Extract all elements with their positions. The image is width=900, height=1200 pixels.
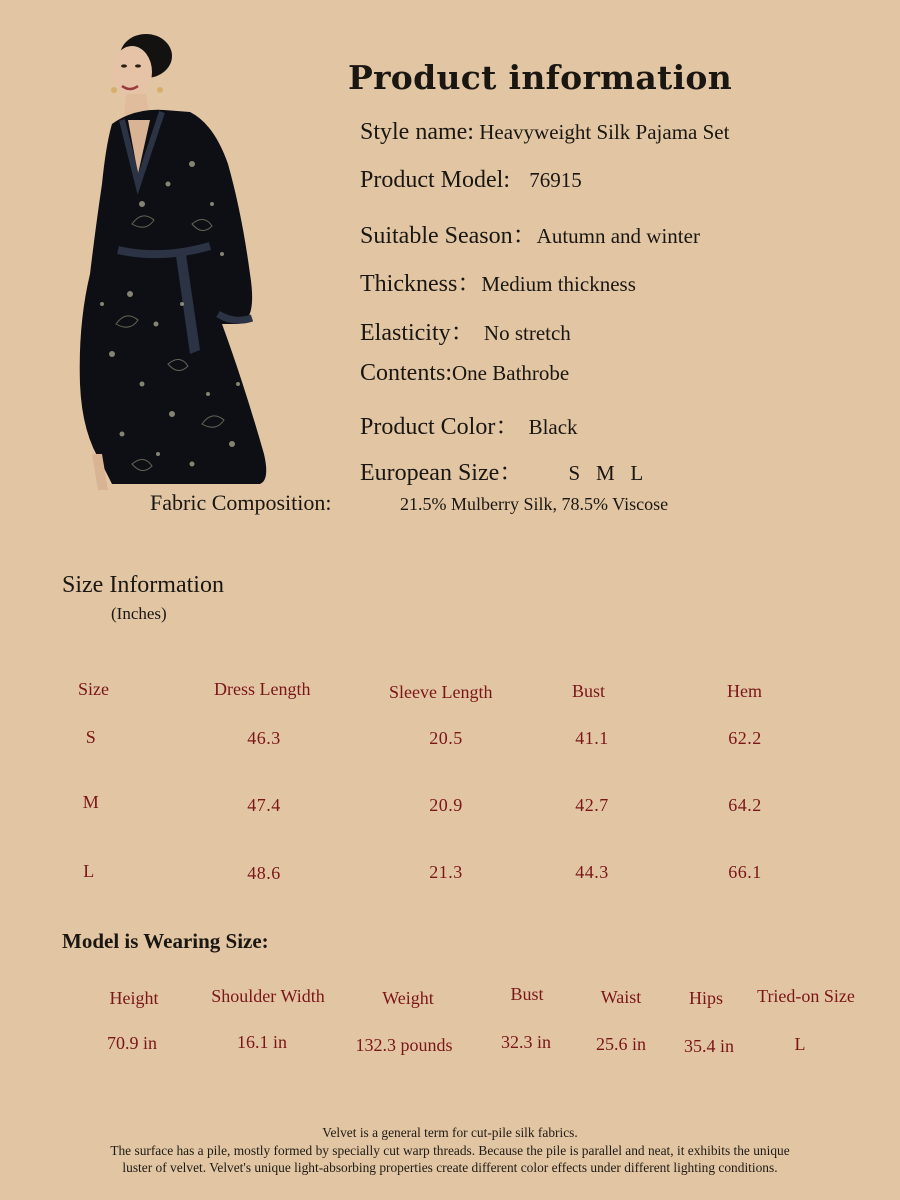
table-cell: S	[85, 727, 97, 747]
info-value: No stretch	[483, 321, 571, 345]
info-label: Elasticity：	[360, 320, 475, 346]
size-header: Dress Length	[214, 679, 311, 699]
info-row-style-name	[360, 119, 729, 146]
page-title: Product information	[348, 58, 733, 97]
info-value: 76915	[529, 168, 582, 192]
table-cell: 66.1	[728, 862, 762, 882]
model-header: Hips	[688, 988, 724, 1008]
info-label: Thickness：	[360, 271, 482, 297]
info-label: Suitable Season：	[360, 223, 537, 249]
size-info-unit: (Inches)	[111, 604, 167, 623]
fabric-composition-value: 21.5% Mulberry Silk, 78.5% Viscose	[400, 494, 669, 514]
table-cell: 44.3	[575, 862, 609, 882]
fabric-composition-label: Fabric Composition:	[150, 490, 332, 515]
info-value: Medium thickness	[481, 272, 636, 296]
info-row-thickness	[360, 263, 636, 298]
table-cell: 64.2	[728, 795, 762, 815]
info-value: Heavyweight Silk Pajama Set	[479, 120, 730, 144]
info-value: One Bathrobe	[452, 361, 570, 385]
size-info-title: Size Information	[62, 572, 224, 598]
table-cell: 70.9 in	[106, 1033, 158, 1053]
table-cell: 25.6 in	[595, 1034, 647, 1054]
table-cell: 32.3 in	[500, 1032, 552, 1052]
info-row-elasticity	[360, 312, 571, 347]
table-cell: 21.3	[429, 862, 463, 882]
info-label: European Size：	[360, 460, 524, 486]
table-cell: 20.5	[429, 728, 463, 748]
model-header: Weight	[382, 988, 434, 1008]
model-header: Waist	[600, 987, 642, 1007]
size-header: Size	[78, 679, 109, 699]
model-header: Tried-on Size	[757, 986, 855, 1006]
note-line: Velvet is a general term for cut-pile silk fabrics.	[322, 1125, 578, 1140]
table-cell: 132.3 pounds	[355, 1035, 453, 1055]
info-row-contents	[360, 360, 569, 387]
table-cell: 46.3	[247, 728, 281, 748]
size-header: Sleeve Length	[389, 682, 493, 702]
info-label: Product Color：	[360, 414, 520, 440]
info-row-color	[360, 406, 578, 441]
table-cell: 20.9	[429, 795, 463, 815]
table-cell: 47.4	[247, 795, 281, 815]
table-cell: 16.1 in	[236, 1032, 288, 1052]
model-header: Bust	[510, 984, 544, 1004]
model-header: Height	[109, 988, 159, 1008]
model-header: Shoulder Width	[211, 986, 325, 1006]
table-cell: 48.6	[247, 863, 281, 883]
info-value: Black	[528, 415, 578, 439]
table-cell: M	[82, 792, 100, 812]
table-cell: 42.7	[575, 795, 609, 815]
info-row-product-model	[360, 167, 582, 194]
note-line: The surface has a pile, mostly formed by specially cut warp threads. Because the pile is parallel and neat, it exhibits the unique	[110, 1142, 790, 1158]
table-cell: 62.2	[728, 728, 762, 748]
note-line: luster of velvet. Velvet's unique light-absorbing properties create different color effects under different lighting conditions.	[122, 1160, 778, 1175]
table-cell: 35.4 in	[683, 1036, 735, 1056]
model-photo	[72, 24, 282, 490]
table-cell: L	[794, 1034, 806, 1054]
info-label: Style name:	[360, 119, 474, 145]
table-cell: 41.1	[575, 728, 609, 748]
info-row-european-size	[360, 452, 643, 487]
info-label: Product Model:	[360, 167, 510, 193]
velvet-note	[0, 1124, 900, 1177]
size-header: Hem	[727, 681, 762, 701]
size-header: Bust	[572, 681, 606, 701]
info-value: Autumn and winter	[536, 224, 700, 248]
info-label: Contents:	[360, 360, 453, 386]
info-row-season	[360, 215, 700, 250]
model-size-title: Model is Wearing Size:	[62, 929, 269, 953]
table-cell: L	[83, 861, 95, 881]
info-value: S M L	[568, 461, 644, 485]
